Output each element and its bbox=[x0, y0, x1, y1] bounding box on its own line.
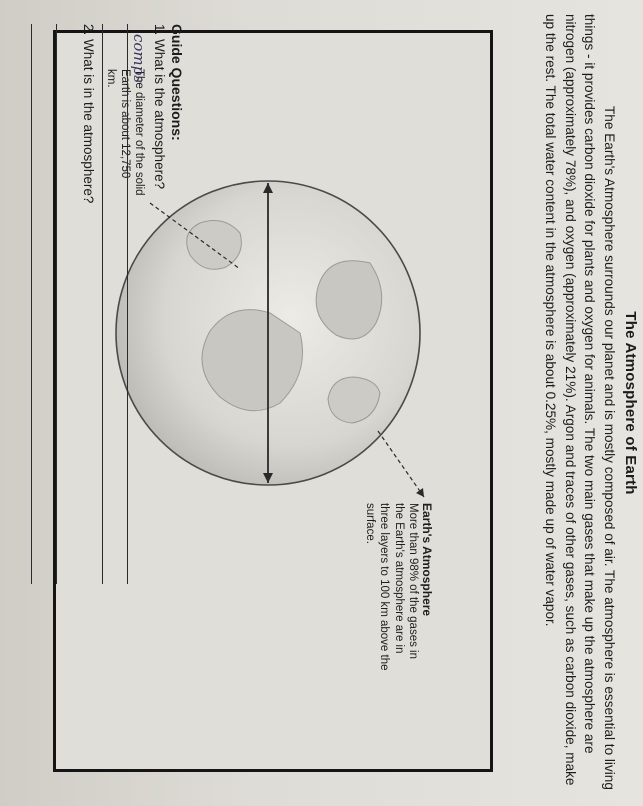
guide-title: Guide Questions: bbox=[169, 24, 185, 141]
page-title: The Atmosphere of Earth bbox=[622, 311, 639, 495]
question-1: 1. What is the atmosphere? bbox=[152, 24, 167, 190]
answer-line-1[interactable] bbox=[127, 24, 152, 584]
atmosphere-callout-text: More than 98% of the gases in the Earth's atmosphere are in three layers to 100 km above the surface. bbox=[364, 503, 419, 671]
atmosphere-callout-heading: Earth's Atmosphere bbox=[420, 503, 434, 617]
handwritten-answer: comps bbox=[130, 34, 148, 83]
question-2: 2. What is in the atmosphere? bbox=[81, 24, 96, 204]
intro-paragraph: The Earth's Atmosphere surrounds our planet and is mostly composed of air. The atmosphere is essential to living things - it provides carbon dioxide for plants and oxygen for animals. The two main gases that make up the atmosphere are nitrogen (approximately 78%), and oxygen (approximately 21%). Argon and traces of other gases, such as carbon dioxide, make up the rest. The total water content in the atmosphere is about 0.25%, mostly made up of water vapor. bbox=[543, 14, 617, 790]
atmosphere-callout bbox=[363, 503, 434, 678]
answer-line-2b[interactable] bbox=[31, 24, 56, 584]
answer-line-1b[interactable] bbox=[102, 24, 127, 584]
atmosphere-leader-line bbox=[378, 431, 424, 497]
guide-questions bbox=[31, 24, 185, 794]
answer-line-2[interactable] bbox=[56, 24, 81, 584]
diameter-callout: The diameter of the solid Earth is about 12,750 km. bbox=[104, 69, 145, 196]
atmosphere-leader-arrow bbox=[416, 488, 424, 497]
